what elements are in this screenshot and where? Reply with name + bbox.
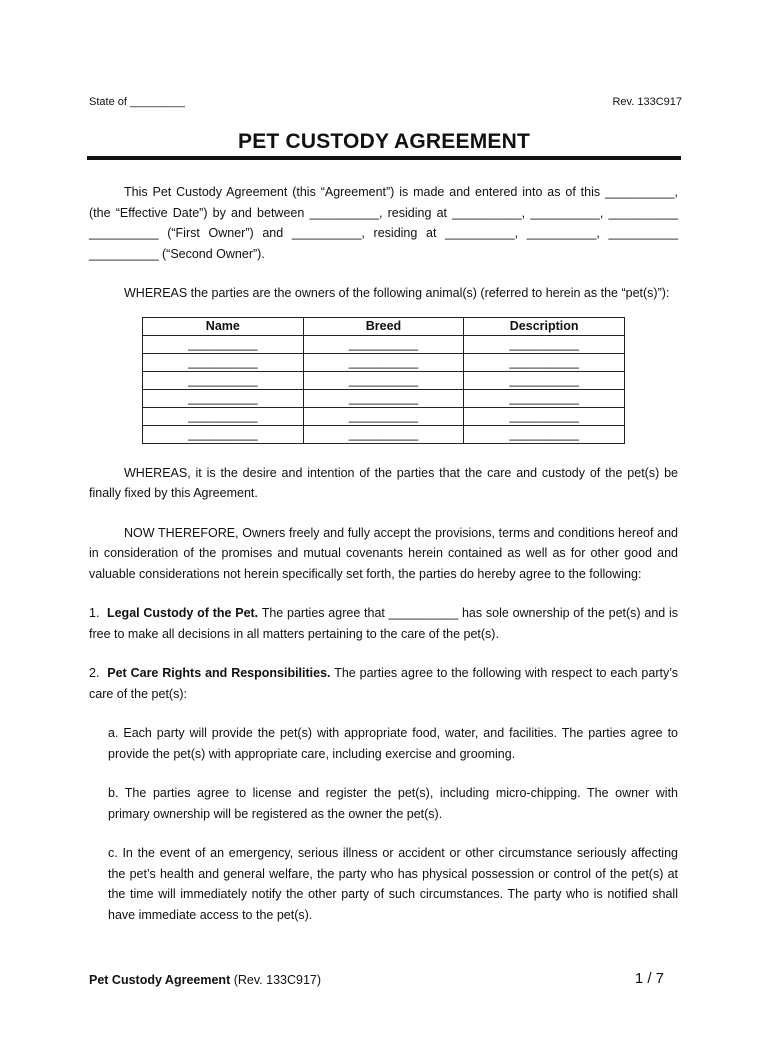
whereas-pets-paragraph: WHEREAS the parties are the owners of the following animal(s) (referred to herein as the “pet(s)”):	[124, 286, 670, 300]
section-2-text: The parties agree to the following with respect to each party’s care of the pet(s):	[89, 666, 679, 701]
section-1-text: The parties agree that __________ has sole ownership of the pet(s) and is free to make all decisions in all matters pertaining to the care of the pet(s).	[89, 606, 679, 641]
description-cell: __________	[464, 389, 625, 407]
name-cell: __________	[143, 407, 304, 425]
name-cell: __________	[143, 353, 304, 371]
breed-cell: __________	[303, 335, 464, 353]
name-cell: __________	[143, 371, 304, 389]
state-field: State of _________	[89, 96, 186, 108]
description-cell: __________	[464, 335, 625, 353]
section-2b: b. The parties agree to license and register the pet(s), including micro-chipping. The owner with primary ownership will be registered as the owner the pet(s).	[108, 786, 678, 821]
table-row	[143, 389, 625, 407]
section-2c: c. In the event of an emergency, serious illness or accident or other circumstance seriously affecting the pet’s health and general welfare, the party who has physical possession or control of the pet(s) at the time will immediately notify the other party of such circumstances. The party who is notified shall have immediate access to the pet(s).	[108, 846, 678, 922]
section-1-heading: Legal Custody of the Pet.	[106, 606, 259, 620]
table-row	[143, 371, 625, 389]
pet-table-header-row	[143, 317, 625, 335]
breed-cell: __________	[303, 407, 464, 425]
breed-cell: __________	[303, 425, 464, 443]
footer-title: Pet Custody Agreement	[89, 973, 231, 987]
breed-cell: __________	[303, 353, 464, 371]
section-1: 1. Legal Custody of the Pet. The parties agree that __________ has sole ownership of the pet(s) and is free to make all decisions in all matters pertaining to the care of the pet(s).	[89, 606, 679, 641]
intro-paragraph: This Pet Custody Agreement (this “Agreement”) is made and entered into as of this __________, (the “Effective Date”) by and between __________, residing at __________, __________, __________ __________ (“First Owner”) and __________, residing at __________, __________, __________ __________ (“Second Owner”).	[89, 185, 678, 261]
name-cell: __________	[143, 425, 304, 443]
section-2-number: 2	[89, 666, 96, 680]
page-number: 1 / 7	[634, 970, 664, 987]
footer-document-name	[89, 973, 321, 987]
title-divider	[87, 156, 681, 160]
column-header-description: Description	[464, 317, 625, 335]
table-row	[143, 335, 625, 353]
footer-revision: (Rev. 133C917)	[230, 973, 322, 987]
table-row	[143, 353, 625, 371]
section-2-heading: Pet Care Rights and Responsibilities.	[107, 666, 331, 680]
pet-table	[142, 317, 625, 444]
now-therefore-paragraph: NOW THEREFORE, Owners freely and fully accept the provisions, terms and conditions hereof and in consideration of the promises and mutual covenants herein contained as well as for other good and valuable considerations not herein specifically set forth, the parties do hereby agree to the following:	[89, 525, 678, 581]
whereas-intention-paragraph: WHEREAS, it is the desire and intention of the parties that the care and custody of the pet(s) be finally fixed by this Agreement.	[89, 465, 678, 500]
section-1-number: 1	[89, 606, 96, 620]
description-cell: __________	[464, 353, 625, 371]
name-cell: __________	[143, 335, 304, 353]
description-cell: __________	[464, 425, 625, 443]
column-header-breed: Breed	[303, 317, 464, 335]
table-row	[143, 407, 625, 425]
column-header-name: Name	[143, 317, 304, 335]
description-cell: __________	[464, 407, 625, 425]
name-cell: __________	[143, 389, 304, 407]
breed-cell: __________	[303, 371, 464, 389]
revision-number: Rev. 133C917	[612, 96, 682, 108]
description-cell: __________	[464, 371, 625, 389]
breed-cell: __________	[303, 389, 464, 407]
document-title: PET CUSTODY AGREEMENT	[237, 130, 531, 153]
section-2a: a. Each party will provide the pet(s) with appropriate food, water, and facilities. The parties agree to provide the pet(s) with appropriate care, including exercise and grooming.	[108, 726, 678, 761]
section-2: 2. Pet Care Rights and Responsibilities. The parties agree to the following with respect to each party’s care of the pet(s):	[89, 666, 679, 701]
document-body	[89, 182, 678, 925]
table-row	[143, 425, 625, 443]
